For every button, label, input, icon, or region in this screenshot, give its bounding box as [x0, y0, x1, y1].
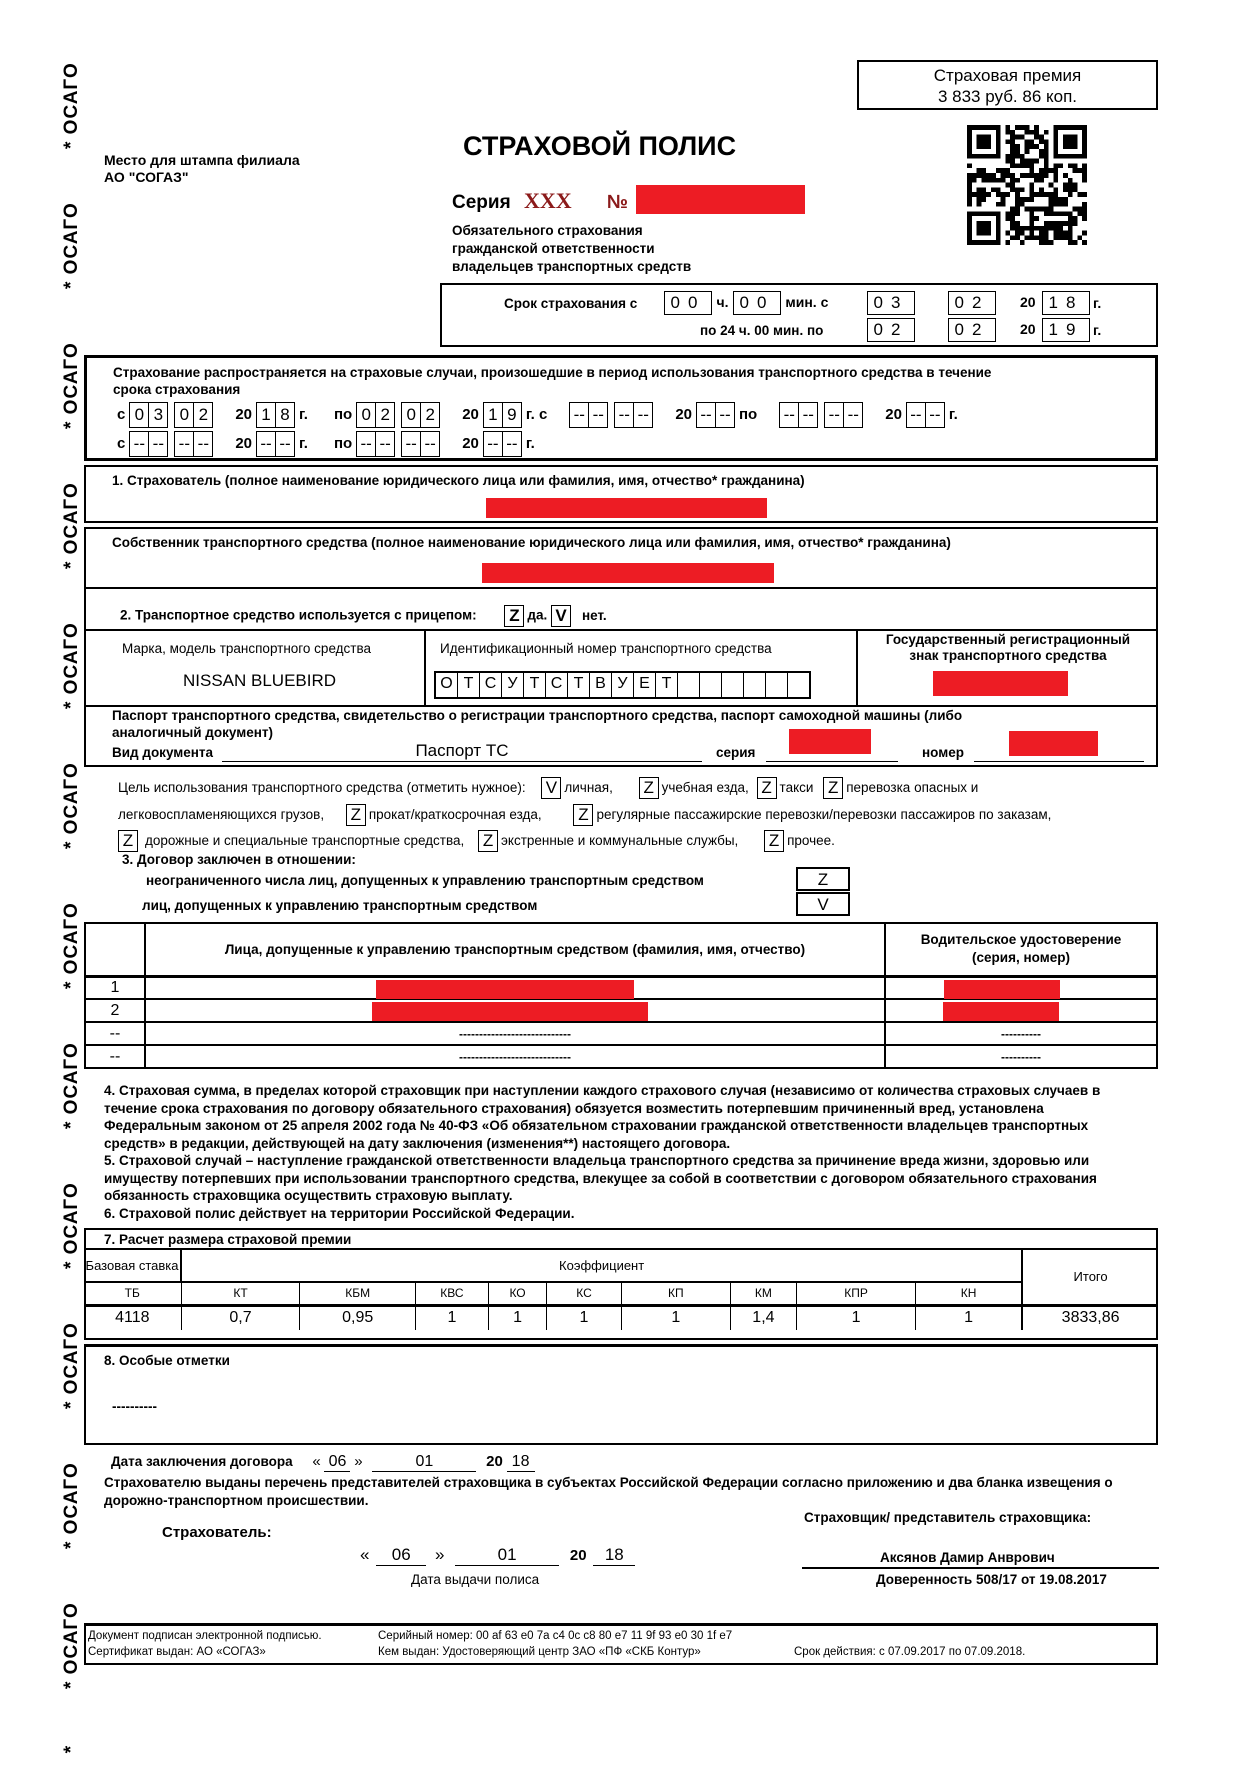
period-century: 20 — [675, 406, 692, 424]
vehicle-block — [84, 587, 1158, 767]
driver-license: ---------- — [1001, 1049, 1041, 1064]
term-to-label: по 24 ч. 00 мин. по — [700, 323, 824, 338]
period-day-field[interactable]: 0 3 — [129, 402, 168, 428]
col-name-header: Лица, допущенные к управлению транспортным средством (фамилия, имя, отчество) — [145, 923, 885, 976]
special-notes — [84, 1344, 1158, 1445]
trailer-no-label: нет. — [581, 607, 607, 623]
period-century: 20 — [462, 435, 479, 453]
period-month-field[interactable]: -- -- — [174, 431, 213, 457]
vin-char-cell — [678, 673, 700, 697]
special-notes-title: 8. Особые отметки — [104, 1353, 230, 1368]
series-row — [452, 188, 628, 214]
purpose-line — [118, 802, 1051, 828]
owner-label: Собственник транспортного средства (полное наименование юридического лица или фамилия, имя, отчество* гражданина) — [112, 535, 951, 550]
period-day-field[interactable]: -- -- — [779, 402, 818, 428]
period-day-field[interactable]: -- -- — [129, 431, 168, 457]
coef-header-КС: КС — [547, 1282, 622, 1305]
period-century: 20 — [235, 435, 253, 453]
contract-month: 01 — [372, 1453, 476, 1472]
contract-limited-checkbox[interactable]: V — [796, 892, 850, 916]
series-value: XXX — [523, 188, 572, 213]
period-year-field[interactable]: -- -- — [483, 431, 522, 457]
insurer-section — [84, 465, 1158, 523]
coef-header-КТ: КТ — [181, 1282, 300, 1305]
period-suffix: г. с — [525, 406, 548, 424]
period-month-field[interactable]: 0 2 — [174, 402, 213, 428]
purpose-passenger-checkbox[interactable]: Z — [573, 804, 593, 826]
row-number: -- — [85, 1045, 145, 1068]
year-suffix: г. — [1093, 322, 1102, 338]
table-row — [85, 976, 1157, 999]
doc-type-label: Вид документа — [112, 745, 214, 760]
osago-label: * ОСАГО — [61, 62, 82, 149]
trailer-row — [120, 605, 607, 627]
period-prefix: с — [117, 435, 126, 453]
insurer-label: 1. Страхователь (полное наименование юридического лица или фамилия, имя, отчество* гражданина) — [112, 473, 805, 488]
coef-header-КО: КО — [488, 1282, 546, 1305]
vin-char-cell — [722, 673, 744, 697]
number-label: № — [606, 192, 629, 213]
vin-char-cell: Т — [458, 673, 480, 697]
coef-value: 0,95 — [300, 1305, 415, 1330]
period-month-field[interactable]: -- -- — [824, 402, 863, 428]
period-year-field[interactable]: -- -- — [256, 431, 295, 457]
purpose-line — [118, 775, 1051, 801]
vin-char-cell: У — [612, 673, 634, 697]
from-year-field[interactable]: 18 — [1042, 291, 1090, 315]
purpose-label: легковоспламеняющихся грузов, — [118, 807, 325, 822]
vin-char-cell — [788, 673, 809, 697]
stamp-place-line2: АО "СОГАЗ" — [104, 169, 189, 185]
quote: » — [434, 1545, 445, 1564]
stamp-place-line1: Место для штампа филиала — [104, 152, 300, 168]
usage-period-box — [84, 355, 1158, 461]
insurer-signature-label: Страховщик/ представитель страховщика: — [804, 1510, 1092, 1525]
minutes-label: мин. с — [785, 294, 829, 311]
subtitle-line: владельцев транспортных средств — [452, 259, 692, 274]
signature-line — [802, 1567, 1159, 1569]
make-label: Марка, модель транспортного средства — [122, 641, 371, 656]
period-century: 20 — [462, 406, 479, 424]
issued-text: Страхователю выданы перечень представителей страховщика в субъектах Российской Федерации согласно приложению и два бланка извещения о дорожно-транспортном происшествии. — [104, 1475, 1113, 1508]
coef-value: 0,7 — [181, 1305, 300, 1330]
insured-signature-label: Страхователь: — [162, 1524, 272, 1541]
term-paragraph-4: 4. Страховая сумма, в пределах которой страховщик при наступлении каждого страхового случая (независимо от количества страховых случаев в течение срока страхования по договору обязательного страхования) обязуется возместить потерпевшим причиненный вред, установлена Федеральным законом от 25 апреля 2002 года № 40-ФЗ «Об обязательном страховании гражданской ответственности владельцев транспортных средств» в редакции, действующей на дату заключения (изменения**) настоящего договора. — [104, 1083, 1101, 1151]
driver-license — [885, 976, 1157, 999]
osago-label: * ОСАГО — [61, 202, 82, 289]
purpose-label: перевозка опасных и — [846, 780, 979, 795]
quote: « — [312, 1453, 321, 1470]
serial-number-text: Серийный номер: 00 af 63 e0 7a c4 0c c8 80 e7 11 9f 93 e0 30 1f e7 — [378, 1630, 733, 1642]
driver-license — [885, 999, 1157, 1022]
contract-day: 06 — [324, 1453, 350, 1472]
row-number: 1 — [85, 976, 145, 999]
quote: « — [360, 1545, 370, 1564]
make-value: NISSAN BLUEBIRD — [183, 671, 337, 690]
coef-header-КМ: КМ — [730, 1282, 796, 1305]
purpose-intro: Цель использования транспортного средства (отметить нужное): — [118, 780, 526, 795]
passport-series-line — [766, 761, 898, 762]
driver-license-redacted — [943, 1002, 1059, 1021]
century-label: 20 — [1020, 294, 1036, 310]
passport-number-redacted — [1009, 731, 1098, 756]
period-day-field[interactable]: 0 2 — [356, 402, 395, 428]
period-century: 20 — [235, 406, 253, 424]
plate-label-line: знак транспортного средства — [909, 648, 1107, 663]
purpose-line — [118, 828, 1051, 854]
term-from-label: Срок страхования с — [504, 296, 638, 311]
purpose-personal-checkbox[interactable]: V — [541, 777, 561, 799]
purpose-label: учебная езда, — [661, 780, 749, 795]
vin-field[interactable] — [434, 671, 811, 699]
purpose-label: прочее. — [787, 833, 835, 848]
purpose-label: дорожные и специальные транспортные средства, — [145, 833, 465, 848]
driver-name-redacted — [372, 1002, 648, 1021]
period-prefix: по — [333, 406, 353, 424]
to-month-field[interactable]: 02 — [948, 318, 996, 342]
coef-header-row — [84, 1282, 1158, 1305]
base-rate-header: Базовая ставка — [84, 1249, 181, 1282]
trailer-yes-checkbox[interactable]: Z — [504, 605, 524, 627]
trailer-yes-label: да. — [527, 607, 548, 623]
e-signature-box — [84, 1623, 1158, 1665]
premium-calc-table — [84, 1248, 1158, 1330]
issued-by-text: Кем выдан: Удостоверяющий центр ЗАО «ПФ «СКБ Контур» — [378, 1646, 701, 1658]
insurance-term-box — [440, 283, 1158, 347]
period-year-field[interactable]: -- -- — [696, 402, 735, 428]
issue-month: 01 — [455, 1545, 559, 1566]
hours-field[interactable]: 00 — [664, 291, 712, 315]
insurer-name-redacted — [486, 498, 767, 518]
period-month-field[interactable]: 0 2 — [401, 402, 440, 428]
osago-label: * ОСАГО — [61, 902, 82, 989]
issue-date-row — [360, 1545, 635, 1566]
purpose-label: личная, — [564, 780, 613, 795]
purpose-rental-checkbox[interactable]: Z — [346, 804, 366, 826]
series-label: Серия — [452, 192, 511, 213]
trailer-no-checkbox[interactable]: V — [551, 605, 571, 627]
vin-char-cell — [700, 673, 722, 697]
period-month-field[interactable]: -- -- — [401, 431, 440, 457]
purpose-dangerous-checkbox[interactable]: Z — [823, 777, 843, 799]
contract-date-label: Дата заключения договора — [111, 1454, 293, 1469]
period-day-field[interactable]: -- -- — [356, 431, 395, 457]
special-notes-value: ---------- — [112, 1399, 157, 1414]
power-of-attorney: Доверенность 508/17 от 19.08.2017 — [876, 1572, 1107, 1587]
issue-date-caption: Дата выдачи полиса — [411, 1572, 540, 1587]
coef-value: 1 — [916, 1305, 1023, 1330]
osago-label: * ОСАГО — [61, 762, 82, 849]
coef-value: 1 — [547, 1305, 622, 1330]
coef-value: 1 — [621, 1305, 730, 1330]
period-century: 20 — [885, 406, 902, 424]
subtitle-line: гражданской ответственности — [452, 241, 655, 256]
contract-year: 18 — [507, 1453, 535, 1472]
vin-char-cell — [744, 673, 766, 697]
purpose-other-checkbox[interactable]: Z — [764, 830, 784, 852]
driver-name: ---------------------------- — [145, 1022, 885, 1045]
century-label: 20 — [1020, 321, 1036, 337]
osago-label: * ОСАГО — [61, 1182, 82, 1269]
vin-char-cell: У — [502, 673, 524, 697]
stamp-place — [104, 152, 300, 186]
coef-header-КПР: КПР — [797, 1282, 916, 1305]
usage-period-row — [113, 402, 980, 428]
purpose-label: такси — [779, 780, 814, 795]
page-title: СТРАХОВОЙ ПОЛИС — [463, 131, 737, 161]
contract-date-row — [111, 1453, 535, 1472]
trailer-label: 2. Транспортное средство используется с прицепом: — [120, 607, 477, 623]
hours-label: ч. — [716, 294, 729, 311]
driver-license-redacted — [944, 980, 1060, 999]
vin-char-cell: Е — [634, 673, 656, 697]
to-day-field[interactable]: 02 — [867, 318, 915, 342]
subtitle-line: Обязательного страхования — [452, 223, 643, 238]
premium-label: Страховая премия — [933, 66, 1082, 85]
osago-label: * ОСАГО — [61, 482, 82, 569]
coef-header-КВС: КВС — [415, 1282, 488, 1305]
doc-type-value: Паспорт ТС — [222, 741, 702, 762]
period-suffix: г. — [299, 435, 308, 453]
coef-value: 1,4 — [730, 1305, 796, 1330]
driver-name: ---------------------------- — [145, 1045, 885, 1068]
usage-period-row — [113, 431, 557, 457]
minutes-field[interactable]: 00 — [733, 291, 781, 315]
qr-code-icon — [967, 125, 1087, 245]
coef-header-КП: КП — [621, 1282, 730, 1305]
plate-redacted — [933, 671, 1068, 696]
from-month-field[interactable]: 02 — [948, 291, 996, 315]
vin-char-cell: В — [590, 673, 612, 697]
coef-header-КН: КН — [916, 1282, 1023, 1305]
col-license-header: Водительское удостоверение (серия, номер) — [885, 923, 1157, 976]
terms-text — [104, 1082, 1134, 1222]
passport-number-label: номер — [922, 745, 964, 760]
vin-char-cell: Т — [524, 673, 546, 697]
purpose-label: экстренные и коммунальные службы, — [501, 833, 739, 848]
purpose-section — [118, 775, 1051, 854]
purpose-training-checkbox[interactable]: Z — [639, 777, 659, 799]
coef-value: 1 — [488, 1305, 546, 1330]
vin-char-cell: С — [546, 673, 568, 697]
plate-label-line: Государственный регистрационный — [885, 632, 1131, 647]
coef-header-КБМ: КБМ — [300, 1282, 415, 1305]
premium-amount: 3 833 руб. 86 коп. — [937, 87, 1078, 106]
term-paragraph-5: 5. Страховой случай – наступление гражданской ответственности владельца транспортного средства за причинение вреда жизни, здоровью или имуществу потерпевших при использовании транспортного средства, влекущее за собой в соответствии с договором обязательного страхования обязанность страховщика осуществить страховую выплату. — [104, 1153, 1097, 1203]
premium-calc-title: 7. Расчет размера страховой премии — [104, 1232, 352, 1247]
vin-char-cell: С — [480, 673, 502, 697]
row-number: -- — [85, 1022, 145, 1045]
policy-number-redacted — [636, 185, 805, 214]
osago-label: * ОСАГО — [61, 1602, 82, 1689]
usage-text-line: срока страхования — [113, 382, 241, 397]
total-header: Итого — [1022, 1249, 1158, 1305]
driver-name-redacted — [376, 980, 634, 999]
driver-name — [145, 999, 885, 1022]
issue-century: 20 — [569, 1547, 587, 1564]
table-row — [85, 999, 1157, 1022]
row-number: 2 — [85, 999, 145, 1022]
passport-label-line: Паспорт транспортного средства, свидетельство о регистрации транспортного средства, паспорт самоходной машины (либо — [112, 708, 963, 723]
purpose-label: прокат/краткосрочная езда, — [368, 807, 542, 822]
coef-header-ТБ: ТБ — [84, 1282, 181, 1305]
issue-day: 06 — [376, 1545, 426, 1566]
validity-text: Срок действия: с 07.09.2017 по 07.09.2018. — [794, 1646, 1026, 1658]
issue-year: 18 — [593, 1545, 635, 1566]
period-suffix: г. — [948, 406, 958, 424]
driver-name — [145, 976, 885, 999]
passport-series-redacted — [789, 729, 871, 754]
coef-value: 4118 — [84, 1305, 181, 1330]
period-year-field[interactable]: 1 9 — [483, 402, 522, 428]
policy-subtitle — [452, 222, 691, 276]
passport-number-line — [974, 761, 1144, 762]
year-suffix: г. — [1093, 295, 1102, 311]
period-suffix: г. — [525, 435, 535, 453]
passport-label-line: аналогичный документ) — [112, 725, 273, 740]
to-year-field[interactable]: 19 — [1042, 318, 1090, 342]
usage-period-text — [113, 364, 991, 398]
period-prefix: с — [117, 406, 126, 424]
period-suffix: по — [739, 406, 758, 424]
osago-label: * ОСАГО — [61, 342, 82, 429]
contract-unlimited-checkbox[interactable]: Z — [796, 867, 850, 891]
osago-label: * ОСАГО — [61, 622, 82, 709]
period-day-field[interactable]: -- -- — [569, 402, 608, 428]
premium-calc — [84, 1228, 1158, 1340]
agent-name: Аксянов Дамир Анврович — [880, 1550, 1055, 1565]
osago-separator: * — [61, 1744, 82, 1754]
coef-value-row — [84, 1305, 1158, 1330]
contract-century: 20 — [486, 1453, 503, 1470]
vin-label: Идентификационный номер транспортного средства — [440, 641, 772, 656]
coef-header: Коэффициент — [181, 1249, 1022, 1282]
osago-label: * ОСАГО — [61, 1042, 82, 1129]
osago-label: * ОСАГО — [61, 1462, 82, 1549]
vin-char-cell — [766, 673, 788, 697]
plate-label — [860, 632, 1156, 664]
osago-label: * ОСАГО — [61, 1322, 82, 1409]
period-year-field[interactable]: 1 8 — [256, 402, 295, 428]
purpose-taxi-checkbox[interactable]: Z — [757, 777, 777, 799]
purpose-label: регулярные пассажирские перевозки/перевозки пассажиров по заказам, — [596, 807, 1052, 822]
term-hours — [664, 291, 828, 315]
coef-value: 1 — [415, 1305, 488, 1330]
purpose-emergency-checkbox[interactable]: Z — [478, 830, 498, 852]
premium-box — [857, 60, 1158, 110]
table-row — [85, 1045, 1157, 1068]
vin-char-cell: Т — [568, 673, 590, 697]
drivers-table-header — [85, 923, 1157, 976]
vin-char-cell: О — [436, 673, 458, 697]
vin-char-cell: Т — [656, 673, 678, 697]
from-day-field[interactable]: 03 — [867, 291, 915, 315]
contract-limited-label: лиц, допущенных к управлению транспортным средством — [142, 898, 538, 913]
term-paragraph-6: 6. Страховой полис действует на территории Российской Федерации. — [104, 1205, 575, 1221]
cert-issued-text: Сертификат выдан: АО «СОГАЗ» — [88, 1646, 266, 1658]
owner-section — [84, 527, 1158, 589]
contract-unlimited-label: неограниченного числа лиц, допущенных к управлению транспортным средством — [146, 873, 704, 888]
owner-name-redacted — [482, 563, 774, 583]
coef-value: 1 — [797, 1305, 916, 1330]
premium-total: 3833,86 — [1022, 1305, 1158, 1330]
table-row — [85, 1022, 1157, 1045]
period-month-field[interactable]: -- -- — [614, 402, 653, 428]
period-year-field[interactable]: -- -- — [906, 402, 945, 428]
e-signed-text: Документ подписан электронной подписью. — [88, 1630, 322, 1642]
period-prefix: по — [333, 435, 353, 453]
period-suffix: г. — [299, 406, 308, 424]
contract-label: 3. Договор заключен в отношении: — [122, 852, 356, 867]
quote: » — [354, 1453, 363, 1470]
usage-text-line: Страхование распространяется на страховые случаи, произошедшие в период использования транспортного средства в течение — [113, 365, 992, 380]
passport-series-label: серия — [716, 745, 756, 760]
drivers-table — [84, 922, 1158, 1069]
purpose-road-checkbox[interactable]: Z — [118, 830, 138, 852]
driver-license: ---------- — [885, 1022, 1157, 1045]
